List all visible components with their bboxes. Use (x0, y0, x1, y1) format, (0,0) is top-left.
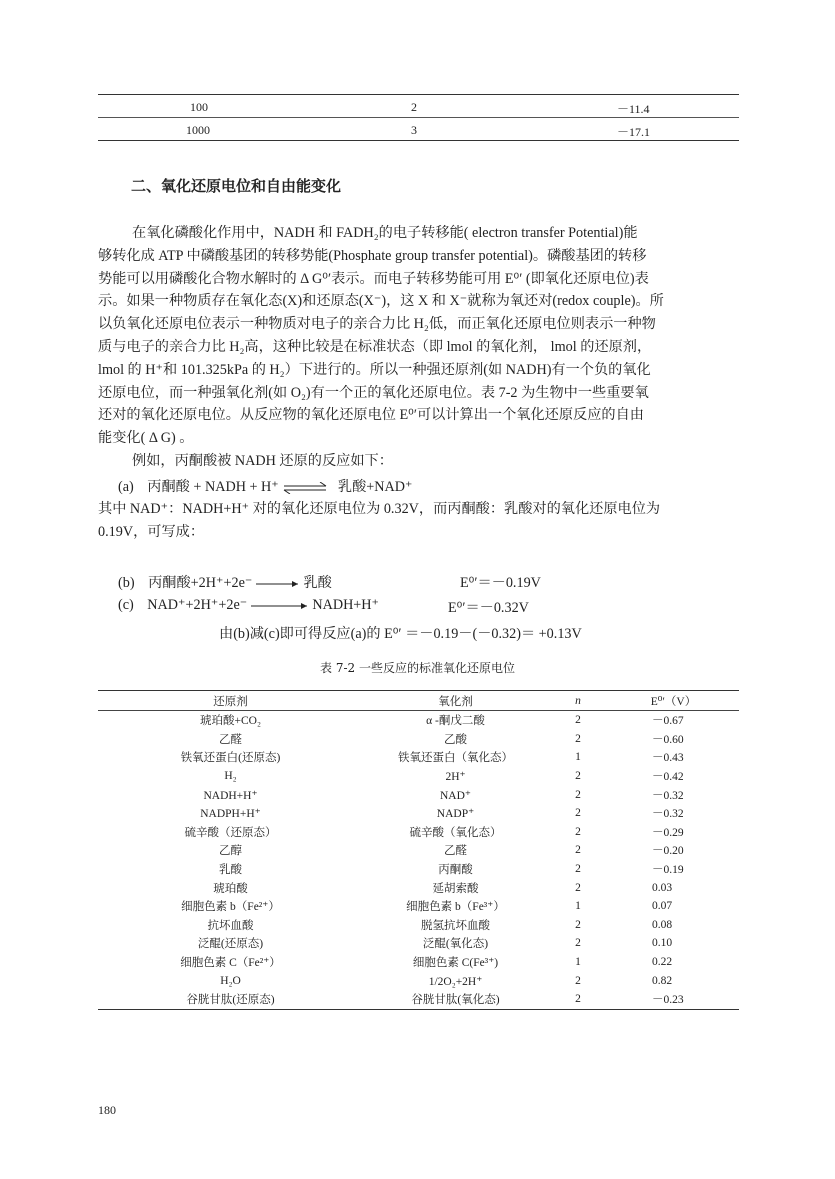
table-row (98, 730, 739, 749)
table-cell: 抗坏血酸 (207, 919, 254, 932)
table-row (98, 785, 739, 804)
table-cell: 铁氧还蛋白（氧化态） (398, 752, 513, 765)
table-cell: 丙酮酸 (438, 864, 473, 877)
paragraph-line: 0.19V，可写成： (98, 523, 205, 540)
table-cell: 3 (411, 123, 417, 137)
nad-paragraph (98, 498, 739, 544)
reaction-a (118, 476, 412, 496)
paragraph-line: lmol 的 H⁺和 101.325kPa 的 H₂）下进行的。所以一种强还原剂(如 NADH)有一个负的氧化 (98, 361, 651, 378)
derivation-line: 由(b)减(c)即可得反应(a)的 E⁰′ ＝－0.19－(－0.32)＝ +0.13V (219, 626, 582, 642)
reaction-products: NADH+H⁺ (312, 597, 380, 613)
potential-b: E⁰′＝－0.19V (460, 575, 541, 591)
table-row (98, 711, 739, 730)
table-cell: NADH+H⁺ (203, 789, 258, 802)
table-cell: －0.19 (652, 864, 684, 877)
reaction-label: (a) (118, 479, 134, 495)
table-cell: 1 (575, 751, 581, 764)
table-cell: 细胞色素 C（Fe²⁺） (180, 957, 281, 970)
table-cell: 乙醛 (219, 733, 242, 746)
paragraph-line: 质与电子的亲合力比 H₂高，这种比较是在标准状态（即 lmol 的氧化剂， lmol 的还原剂， (98, 338, 652, 355)
page-number: 180 (98, 1103, 116, 1117)
table-cell: －17.1 (617, 125, 651, 139)
column-header: 还原剂 (98, 691, 363, 711)
table-header-row (98, 691, 739, 711)
table-cell: 谷胱甘肽(还原态) (98, 990, 363, 1009)
table-cell: NADPH+H⁺ (200, 808, 261, 821)
table-row (98, 804, 739, 823)
reaction-reactants: NAD⁺+2H⁺+2e⁻ (147, 597, 248, 613)
table-cell: 0.10 (652, 937, 673, 950)
table-cell: 硫辛酸（氧化态） (409, 826, 502, 839)
table-cell: 1000 (186, 123, 210, 137)
table-row (98, 934, 739, 953)
table-cell: 琥珀酸 (213, 882, 248, 895)
table-cell: 2 (575, 974, 581, 987)
table-cell: －0.23 (608, 990, 739, 1009)
table-cell: 脱氢抗坏血酸 (421, 919, 490, 932)
table-cell: 1 (575, 900, 581, 913)
table-caption: 表 7-2 一些反应的标准氧化还原电位 (320, 661, 515, 675)
table-cell: 2 (575, 844, 581, 857)
table-cell: 0.82 (652, 974, 673, 987)
table-cell: 细胞色素 b（Fe²⁺） (181, 901, 280, 914)
table-cell: 1/2O₂+2H⁺ (428, 975, 483, 988)
table-cell: 铁氧还蛋白(还原态) (180, 752, 281, 765)
table-cell: 2 (575, 863, 581, 876)
example-intro: 例如，丙酮酸被 NADH 还原的反应如下： (132, 452, 393, 469)
table-cell: 2 (575, 714, 581, 727)
potential-c: E⁰′＝－0.32V (448, 600, 529, 616)
table-cell: 0.08 (652, 918, 673, 931)
reaction-products: 乳酸 (303, 575, 332, 591)
body-paragraph (98, 222, 739, 473)
table-cell: 乙醛 (444, 845, 467, 858)
table-cell: 0.07 (652, 900, 673, 913)
table-cell: 琥珀酸+CO₂ (200, 715, 261, 728)
table-cell: NAD⁺ (440, 789, 471, 802)
table-row (98, 878, 739, 897)
arrow-right-icon (251, 601, 309, 611)
table-row (98, 841, 739, 860)
table-row (98, 953, 739, 972)
table-cell: 0.03 (652, 881, 673, 894)
table-cell: 谷胱甘肽(氧化态) (363, 990, 548, 1009)
table-cell: 乙醇 (219, 845, 242, 858)
table-row (98, 897, 739, 916)
reaction-label: (b) (118, 575, 135, 591)
table-cell: 2 (575, 732, 581, 745)
table-cell: 泛醌(氧化态) (422, 938, 489, 951)
column-header: 氧化剂 (363, 691, 548, 711)
table-row (98, 990, 739, 1009)
table-cell: 细胞色素 b（Fe³⁺） (406, 901, 505, 914)
paragraph-line: 势能可以用磷酸化合物水解时的 Δ G⁰′表示。而电子转移势能可用 E⁰′ (即氧化还原电位)表 (98, 270, 649, 287)
table-row (98, 823, 739, 842)
table-cell: 2 (575, 770, 581, 783)
top-table (98, 94, 739, 141)
table-cell: 1 (575, 956, 581, 969)
table-cell: －0.42 (652, 771, 684, 784)
paragraph-line: 够转化成 ATP 中磷酸基团的转移势能(Phosphate group transfer potential)。磷酸基团的转移 (98, 247, 647, 264)
table-cell: －0.20 (652, 845, 684, 858)
table-cell: 2 (575, 825, 581, 838)
paragraph-line: 其中 NAD⁺：NADH+H⁺ 对的氧化还原电位为 0.32V，而丙酮酸：乳酸对的氧化还原电位为 (98, 501, 661, 517)
table-cell: －0.29 (652, 826, 684, 839)
paragraph-line: 以负氧化还原电位表示一种物质对电子的亲合力比 H₂低，而正氧化还原电位则表示一种物 (98, 316, 656, 333)
column-header: E⁰′（V） (608, 691, 739, 711)
table-cell: α -酮戊二酸 (426, 715, 485, 728)
table-cell: －0.60 (652, 733, 684, 746)
table-row (98, 95, 739, 117)
table-cell: 2 (575, 881, 581, 894)
reaction-reactants: 丙酮酸 + NADH + H⁺ (147, 479, 279, 495)
table-cell: 0.22 (652, 956, 673, 969)
table-row (98, 767, 739, 786)
reaction-label: (c) (118, 597, 134, 613)
table-cell: NADP⁺ (436, 808, 475, 821)
table-cell: －0.32 (652, 789, 684, 802)
reaction-b (118, 572, 332, 592)
table-cell: －0.67 (652, 715, 684, 728)
table-cell: 2 (548, 990, 608, 1009)
table-cell: 2 (575, 918, 581, 931)
table-row (98, 118, 739, 140)
table-cell: 硫辛酸（还原态） (184, 826, 277, 839)
column-header: n (548, 691, 608, 711)
table-cell: 2 (575, 937, 581, 950)
table-row (98, 748, 739, 767)
table-cell: H₂O (220, 974, 241, 987)
table-cell: 细胞色素 C(Fe³⁺) (412, 957, 499, 970)
table-cell: 2 (575, 807, 581, 820)
table-cell: 2 (575, 788, 581, 801)
table-row (98, 916, 739, 935)
reaction-c (118, 597, 379, 614)
table-cell: 乳酸 (219, 864, 242, 877)
paragraph-line: 示。如果一种物质存在氧化态(X)和还原态(X⁻)，这 X 和 X⁻就称为氧还对(redox couple)。所 (98, 293, 664, 310)
table-row (98, 971, 739, 990)
table-cell: H₂ (224, 770, 237, 783)
redox-potential-table (98, 690, 739, 1010)
table-row (98, 860, 739, 879)
table-cell: 2 (411, 100, 417, 114)
paragraph-line: 在氧化磷酸化作用中，NADH 和 FADH₂的电子转移能( electron transfer Potential)能 (132, 225, 638, 241)
paragraph-line: 能变化( Δ G) 。 (98, 430, 194, 447)
reaction-products: 乳酸+NAD⁺ (337, 479, 413, 495)
bottom-rule (98, 140, 739, 141)
table-cell: 乙酸 (444, 733, 467, 746)
equilibrium-arrow-icon (282, 482, 328, 494)
arrow-right-icon (256, 579, 300, 589)
section-heading: 二、氧化还原电位和自由能变化 (131, 177, 342, 195)
reaction-reactants: 丙酮酸+2H⁺+2e⁻ (148, 575, 253, 591)
table-cell: －11.4 (617, 102, 650, 116)
table-cell: －0.43 (652, 752, 684, 765)
table-cell: 泛醌(还原态) (197, 938, 264, 951)
table-cell: 100 (190, 100, 208, 114)
table-cell: 延胡索酸 (432, 882, 479, 895)
paragraph-line: 还原电位，而一种强氧化剂(如 O₂)有一个正的氧化还原电位。表 7-2 为生物中一些重要氧 (98, 384, 649, 401)
table-cell: 2H⁺ (445, 771, 466, 784)
table-cell: －0.32 (652, 808, 684, 821)
paragraph-line: 还对的氧化还原电位。从反应物的氧化还原电位 E⁰′可以计算出一个氧化还原反应的自由 (98, 407, 644, 424)
